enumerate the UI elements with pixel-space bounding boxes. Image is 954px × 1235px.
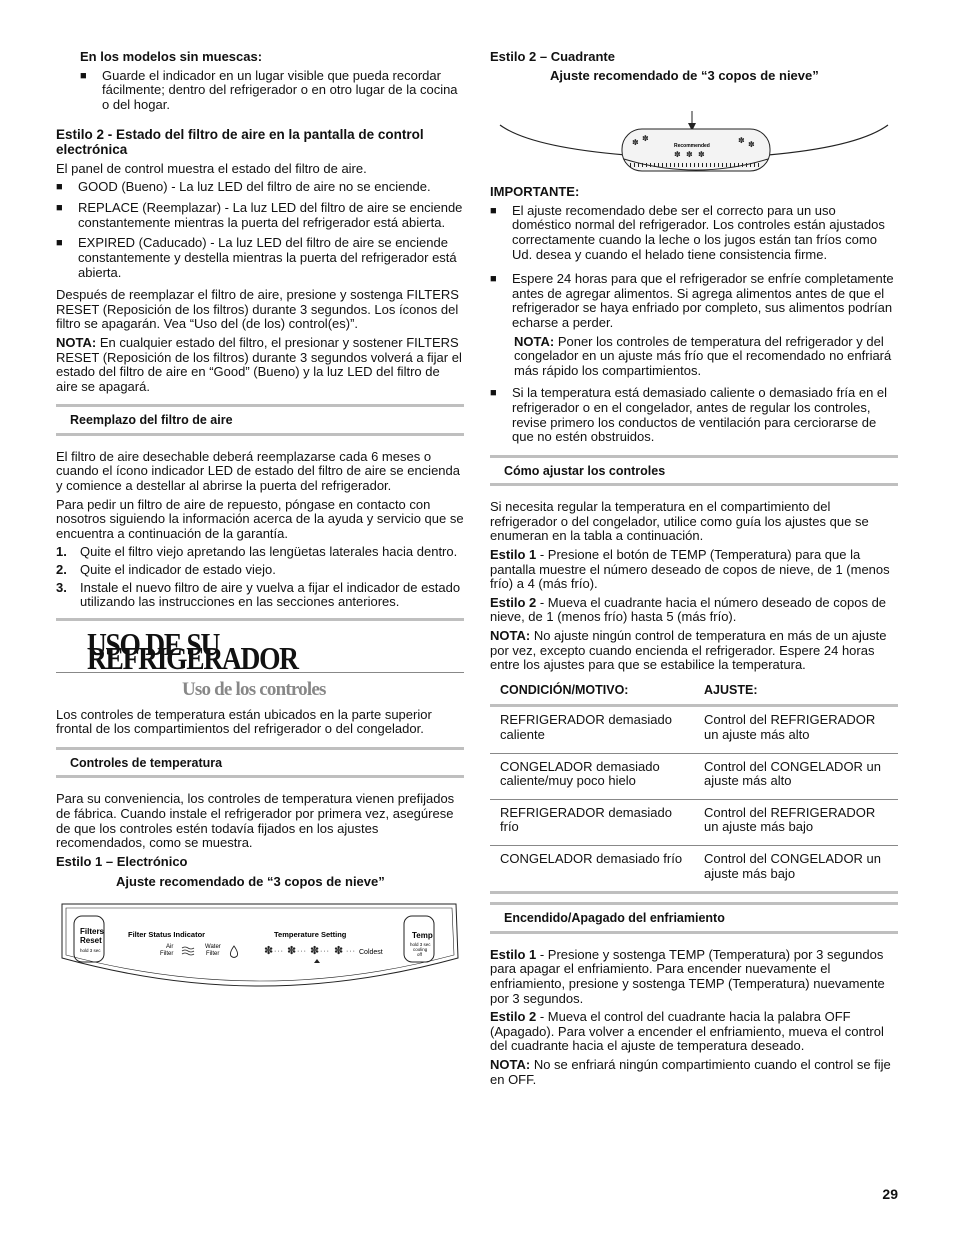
list-item: ■ Si la temperatura está demasiado caliente o demasiado fría en el refrigerador o en el congelador, antes de regular los controles, revise primero los conductos de ventilación para cerciorarse de que no estén obstruidos. <box>490 385 888 445</box>
subheading-adjust-controls: Cómo ajustar los controles <box>490 455 898 487</box>
left-column <box>56 50 464 992</box>
snowflake-icon: ✽ <box>738 136 745 146</box>
style1-label: Estilo 1 – Electrónico <box>56 853 188 869</box>
air-filter-label-1: Air <box>166 943 174 950</box>
bullet-square-icon: ■ <box>490 273 497 286</box>
recommended-label: Recommended <box>674 143 710 150</box>
subheading-temp-controls: Controles de temperatura <box>56 747 464 779</box>
snowflake-icon: ✽ <box>674 150 681 160</box>
list-item: ■ REPLACE (Reemplazar) - La luz LED del filtro de aire se enciende constantemente mientras la puerta del refrigerador está abierta. <box>56 200 463 230</box>
table-row <box>490 845 898 892</box>
steps-list <box>56 545 464 609</box>
note-paragraph: NOTA: No ajuste ningún control de temperatura en más de un ajuste por vez, excepto cuando encienda el refrigerador. Espere 24 horas entre los ajustes para que se estabilice la temperatura. <box>490 628 887 673</box>
bullet-square-icon: ■ <box>56 181 63 194</box>
adjust-paragraph: Si necesita regular la temperatura en el compartimiento del refrigerador o del congelador, utilice como guía los ajustes que se enumeran en la tabla a continuación. <box>490 499 869 544</box>
table-header-condition: CONDICIÓN/MOTIVO: <box>490 679 694 706</box>
bullet-square-icon: ■ <box>56 237 63 250</box>
dots: ··· <box>346 947 356 955</box>
bullet-square-icon: ■ <box>80 69 87 82</box>
water-filter-label-1: Water <box>205 943 221 950</box>
replace-paragraph-1: El filtro de aire desechable deberá reemplazarse cada 6 meses o cuando el ícono indicador LED de estado del filtro de aire se encienda y comience a destellar al abrirse la puerta del refrigerador. <box>56 448 460 494</box>
list-item: ■ Guarde el indicador en un lugar visible que pueda recordar fácilmente; dentro del refrigerador o en otro lugar de la cocina o del hogar. <box>80 67 458 112</box>
table-row <box>490 753 898 799</box>
table-cell: Control del CONGELADOR un ajuste más alto <box>694 753 898 799</box>
style1-paragraph: Estilo 1 - Presione el botón de TEMP (Temperatura) para que la pantalla muestre el número deseado de copos de nieve, de 1 (menos frío) a 4 (más frío). <box>490 547 890 592</box>
filters-reset-label-2: Reset <box>80 935 102 945</box>
subheading-cooling-on-off: Encendido/Apagado del enfriamiento <box>490 902 898 934</box>
table-row <box>490 706 898 753</box>
table-header-setting: AJUSTE: <box>694 679 898 706</box>
list-item: 1. Quite el filtro viejo apretando las lengüetas laterales hacia dentro. <box>56 544 458 560</box>
coldest-label: Coldest <box>359 948 383 956</box>
bullet-square-icon: ■ <box>56 202 63 215</box>
list-item: ■ Espere 24 horas para que el refrigerador se enfríe completamente antes de agregar alimentos. Si agrega alimentos antes de que el refrigerador se haya enfriado por completo, sus alimentos podrían echarse a perder. <box>490 271 894 330</box>
style2-label: Estilo 2 – Cuadrante <box>490 49 615 64</box>
snowflake-icon: ✽ <box>686 150 693 160</box>
temp-paragraph: Para su conveniencia, los controles de temperatura vienen prefijados de fábrica. Cuando instale el refrigerador por primera vez, asegúrese de que los controles estén todavía fijados en los ajustes recomendados, como se muestra. <box>56 791 455 851</box>
dots: ··· <box>320 947 330 955</box>
bullet-square-icon: ■ <box>490 204 497 217</box>
page-number: 29 <box>882 1186 898 1202</box>
note-paragraph: NOTA: Poner los controles de temperatura del refrigerador y del congelador en un ajuste más frío que el recomendado no enfriará más rápido los compartimientos. <box>514 333 892 378</box>
section-title: Uso de los controles <box>182 679 326 700</box>
adjustment-table <box>490 679 898 894</box>
style2-caption: Ajuste recomendado de “3 copos de nieve” <box>550 67 819 83</box>
table-cell: Control del REFRIGERADOR un ajuste más alto <box>694 706 898 753</box>
style2-paragraph: Estilo 2 - Mueva el cuadrante hacia el número deseado de copos de nieve, de 1 (menos frío) hasta 5 (más frío). <box>490 594 887 625</box>
snowflake-icon: ✽ <box>698 150 705 160</box>
table-cell: Control del REFRIGERADOR un ajuste más bajo <box>694 799 898 845</box>
panel-intro: El panel de control muestra el estado del filtro de aire. <box>56 160 367 176</box>
models-section <box>56 50 464 112</box>
after-replace-text: Después de reemplazar el filtro de aire, presione y sostenga FILTERS RESET (Reposición de los filtros) durante 3 segundos. Los íconos del filtro se apagarán. Vea “Uso del (de los) control(es)”. <box>56 287 459 332</box>
list-item: 2. Quite el indicador de estado viejo. <box>56 562 276 578</box>
temp-hold-label: hold 3 sec <box>410 941 431 947</box>
table-cell: CONGELADOR demasiado frío <box>490 845 694 892</box>
list-item: 3. Instale el nuevo filtro de aire y vuelva a fijar el indicador de estado utilizando las instrucciones en las secciones anteriores. <box>56 579 461 610</box>
dots: ··· <box>297 947 307 955</box>
style1-caption: Ajuste recomendado de “3 copos de nieve” <box>116 874 385 890</box>
status-bullet-list <box>56 180 464 280</box>
off-style2-paragraph: Estilo 2 - Mueva el control del cuadrante hacia la palabra OFF (Apagado). Para volver a encender el enfriamiento, mueva el control del cuadrante hacia el ajuste de temperatura deseado. <box>490 1009 884 1054</box>
page-title: USO DE SU REFRIGERADOR <box>86 625 298 677</box>
dial-illustration <box>490 87 898 173</box>
note-paragraph: NOTA: No se enfriará ningún compartimiento cuando el control se fije en OFF. <box>490 1056 891 1087</box>
style2-heading: Estilo 2 - Estado del filtro de aire en la pantalla de control electrónica <box>56 127 424 157</box>
snowflake-icon: ✽ <box>748 140 755 150</box>
temp-off-label: off <box>417 951 422 957</box>
temp-cooling-label: cooling <box>413 946 428 952</box>
replace-paragraph-2: Para pedir un filtro de aire de repuesto, póngase en contacto con nosotros siguiendo la información acerca de la ayuda y servicio que se encuentra a continuación de la garantía. <box>56 496 464 541</box>
filters-reset-label-1: Filters <box>80 926 105 936</box>
air-filter-icon <box>182 947 194 955</box>
table-header-row <box>490 679 898 706</box>
models-heading: En los modelos sin muescas: <box>80 49 263 64</box>
list-item: ■ GOOD (Bueno) - La luz LED del filtro de aire no se enciende. <box>56 179 431 195</box>
table-cell: REFRIGERADOR demasiado frío <box>490 799 694 845</box>
water-filter-label-2: Filter <box>206 950 220 957</box>
filters-hold-label: hold 3 sec <box>80 947 101 953</box>
table-row <box>490 799 898 845</box>
subheading-air-filter-replacement: Reemplazo del filtro de aire <box>56 404 464 436</box>
dial-housing-right <box>768 125 888 155</box>
snowflake-icon: ✽ <box>287 944 297 957</box>
dial-housing-left <box>500 125 626 155</box>
snowflake-icon: ✽ <box>334 944 344 957</box>
snowflake-icon: ✽ <box>632 138 639 148</box>
dots: ··· <box>274 947 284 955</box>
triangle-up-icon <box>314 959 320 963</box>
table-cell: REFRIGERADOR demasiado caliente <box>490 706 694 753</box>
controls-intro: Los controles de temperatura están ubicados en la parte superior frontal de los compartimientos del refrigerador o del congelador. <box>56 706 432 737</box>
temp-label: Temp <box>412 930 433 940</box>
list-item: ■ El ajuste recomendado debe ser el correcto para un uso doméstico normal del refrigerador. Los controles están ajustados correctamente cuando la leche o los jugos están tan fríos como Ud. desea y cuando el helado tiene consistencia firme. <box>490 202 885 262</box>
important-label: IMPORTANTE: <box>490 184 580 200</box>
note-label: NOTA: <box>56 334 97 350</box>
right-column <box>490 50 898 1091</box>
electronic-control-panel-illustration <box>56 900 464 992</box>
off-style1-paragraph: Estilo 1 - Presione y sostenga TEMP (Temperatura) por 3 segundos para apagar el enfriamiento. Para encender nuevamente el enfriamiento, presione y sostenga TEMP (Temperatura) nuevamente por 3 segundos. <box>490 946 885 1006</box>
snowflake-icon: ✽ <box>264 944 274 957</box>
temperature-setting-label: Temperature Setting <box>274 929 347 939</box>
bullet-square-icon: ■ <box>490 387 497 400</box>
snowflake-icon: ✽ <box>642 134 649 144</box>
snowflake-icon: ✽ <box>310 944 320 957</box>
filter-status-label: Filter Status Indicator <box>128 929 206 939</box>
water-drop-icon <box>230 946 237 958</box>
air-filter-label-2: Filter <box>160 950 174 957</box>
table-cell: Control del CONGELADOR un ajuste más bajo <box>694 845 898 892</box>
list-item: ■ EXPIRED (Caducado) - La luz LED del filtro de aire se enciende constantemente y destella mientras la puerta del refrigerador está abierta. <box>56 235 457 280</box>
table-cell: CONGELADOR demasiado caliente/muy poco hielo <box>490 753 694 799</box>
note-paragraph: NOTA: En cualquier estado del filtro, el presionar y sostener FILTERS RESET (Reposición de los filtros) durante 3 segundos volverá a fijar el estado del filtro de aire en “Good” (Bueno) y la luz LED del filtro de aire se apagará. <box>56 334 462 394</box>
